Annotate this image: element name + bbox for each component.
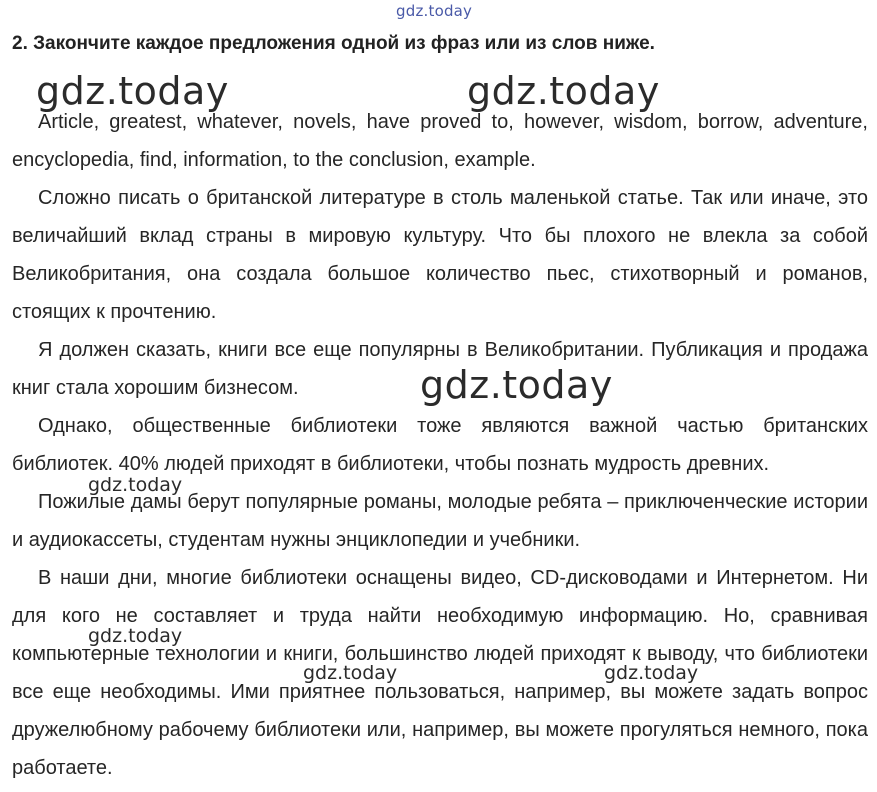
watermark-small: gdz.today <box>88 474 183 496</box>
paragraph-4: Пожилые дамы берут популярные романы, молодые ребята – приключенческие истории и аудиокассеты, студентам нужны энциклопедии и учебники. <box>12 491 868 551</box>
task-title: 2. Закончите каждое предложения одной из фраз или из слов ниже. <box>12 33 655 54</box>
site-watermark-header: gdz.today <box>396 2 473 20</box>
watermark-large: gdz.today <box>36 69 229 113</box>
paragraph-1: Сложно писать о британской литературе в столь маленькой статье. Так или иначе, это величайший вклад страны в мировую культуру. Что бы плохого не влекла за собой Великобритания, она создала большое количество пьес, стихотворный и романов, стоящих к прочтению. <box>12 187 868 323</box>
paragraph-2: Я должен сказать, книги все еще популярны в Великобритании. Публикация и продажа книг стала хорошим бизнесом. <box>12 339 868 399</box>
word-bank: Article, greatest, whatever, novels, have proved to, however, wisdom, borrow, adventure, encyclopedia, find, information, to the conclusion, example. <box>12 111 868 171</box>
watermark-large: gdz.today <box>420 363 613 407</box>
paragraph-5: В наши дни, многие библиотеки оснащены видео, CD-дисководами и Интернетом. Ни для кого не составляет и труда найти необходимую информацию. Но, сравнивая компьютерные технологии и книги, большинство людей приходят к выводу, что библиотеки все еще необходимы. Ими приятнее пользоваться, например, вы можете задать вопрос дружелюбному рабочему библиотеки или, например, вы можете прогуляться немного, пока работаете. <box>12 567 868 779</box>
watermark-small: gdz.today <box>88 625 183 647</box>
watermark-small: gdz.today <box>303 662 398 684</box>
watermark-small: gdz.today <box>604 662 699 684</box>
watermark-large: gdz.today <box>467 69 660 113</box>
paragraph-3: Однако, общественные библиотеки тоже являются важной частью британских библиотек. 40% людей приходят в библиотеки, чтобы познать мудрость древних. <box>12 415 868 475</box>
